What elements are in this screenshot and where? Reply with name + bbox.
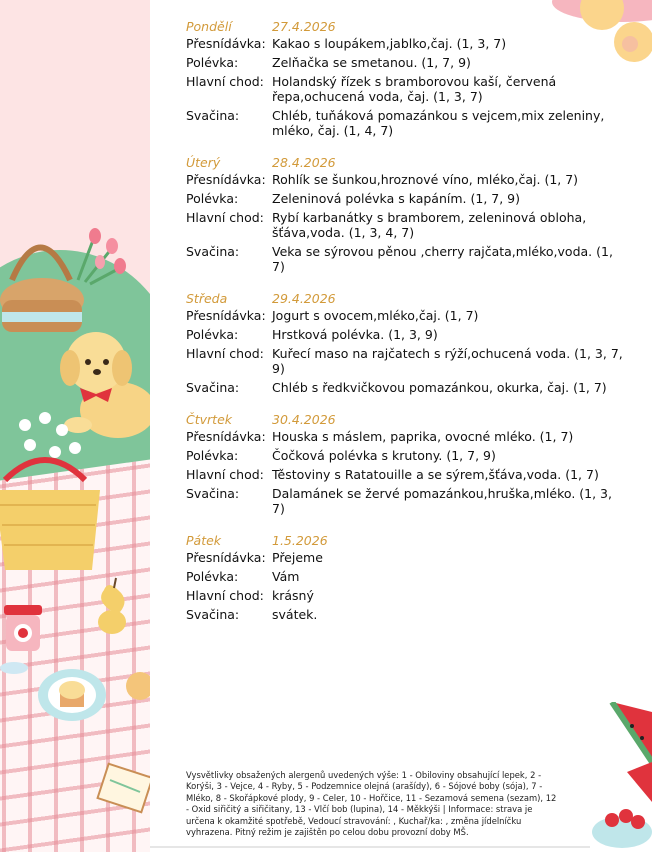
meal-row-breakfast xyxy=(186,308,626,323)
meal-label: Hlavní chod: xyxy=(186,346,264,361)
pear-icon xyxy=(98,578,126,634)
meal-row-main xyxy=(186,467,626,482)
meal-label: Svačina: xyxy=(186,108,240,123)
meal-value: Dalamánek se žervé pomazánkou,hruška,mléko. (1, 3, 7) xyxy=(272,486,612,516)
cup-icon xyxy=(0,662,28,674)
meal-row-main xyxy=(186,346,626,376)
meal-label: Hlavní chod: xyxy=(186,588,264,603)
tulips-icon xyxy=(78,228,126,284)
meal-row-breakfast xyxy=(186,429,626,444)
meal-row-snack xyxy=(186,486,626,516)
meal-value: Zeleninová polévka s kapáním. (1, 7, 9) xyxy=(272,191,520,206)
meal-row-breakfast xyxy=(186,36,626,51)
meal-value: Rohlík se šunkou,hroznové víno, mléko,čaj. (1, 7) xyxy=(272,172,579,187)
meal-row-snack xyxy=(186,607,626,622)
meal-value: Kakao s loupákem,jablko,čaj. (1, 3, 7) xyxy=(272,36,507,51)
meal-label: Svačina: xyxy=(186,486,240,501)
meal-value: Rybí karbanátky s bramborem, zeleninová obloha, šťáva,voda. (1, 3, 4, 7) xyxy=(272,210,587,240)
meal-label: Svačina: xyxy=(186,380,240,395)
meal-value: Čočková polévka s krutony. (1, 7, 9) xyxy=(272,448,496,463)
meal-value: Jogurt s ovocem,mléko,čaj. (1, 7) xyxy=(272,308,479,323)
weekly-menu xyxy=(186,16,626,636)
day-name: Čtvrtek xyxy=(186,411,232,427)
puppy-icon xyxy=(60,332,150,438)
day-block xyxy=(186,152,626,274)
day-header xyxy=(186,530,626,550)
peach-icon xyxy=(126,672,150,700)
watermelon-cherries-icon xyxy=(592,702,652,852)
meal-value: Chléb s ředkvičkovou pomazánkou, okurka, čaj. (1, 7) xyxy=(272,380,607,395)
day-block xyxy=(186,409,626,516)
meal-row-soup xyxy=(186,327,626,342)
meal-row-soup xyxy=(186,55,626,70)
meal-label: Přesnídávka: xyxy=(186,172,266,187)
meal-row-soup xyxy=(186,569,626,584)
meal-label: Svačina: xyxy=(186,607,240,622)
meal-value: Hrstková polévka. (1, 3, 9) xyxy=(272,327,438,342)
meal-value: Houska s máslem, paprika, ovocné mléko. (1, 7) xyxy=(272,429,574,444)
meal-label: Hlavní chod: xyxy=(186,210,264,225)
day-name: Úterý xyxy=(186,154,221,170)
meal-row-snack xyxy=(186,380,626,395)
meal-value: svátek. xyxy=(272,607,318,622)
meal-value: Chléb, tuňáková pomazánkou s vejcem,mix zeleniny, mléko, čaj. (1, 4, 7) xyxy=(272,108,605,138)
meal-label: Hlavní chod: xyxy=(186,467,264,482)
meal-row-breakfast xyxy=(186,172,626,187)
allergen-footnote: Vysvětlivky obsažených alergenů uvedených výše: 1 - Obiloviny obsahující lepek, 2 - Korýši, 3 - Vejce, 4 - Ryby, 5 - Podzemnice olejná (arašídy), 6 - Sójové boby (sója), 7 - Mléko, 8 - Skořápkové plody, 9 - Celer, 10 - Hořčice, 11 - Sezamová semena (sezam), 12 - Oxid siřičitý a siřičitany, 13 - Vlčí bob (lupina), 14 - Měkkýši | Informace: strava je určena k okamžité spotřebě, Vedoucí stravování: , Kuchař/ka: , změna jídelníčku vyhrazena. Pitný režim je zajištěn po celou dobu provozní doby MŠ. xyxy=(186,770,557,838)
day-block xyxy=(186,530,626,622)
meal-label: Polévka: xyxy=(186,327,239,342)
day-date: 30.4.2026 xyxy=(272,411,336,427)
meal-label: Přesnídávka: xyxy=(186,36,266,51)
page-divider xyxy=(150,846,590,848)
meal-row-soup xyxy=(186,191,626,206)
meal-row-soup xyxy=(186,448,626,463)
meal-value: Těstoviny s Ratatouille a se sýrem,šťáva,voda. (1, 7) xyxy=(272,467,599,482)
meal-value: Vám xyxy=(272,569,300,584)
day-header xyxy=(186,409,626,429)
meal-label: Polévka: xyxy=(186,191,239,206)
day-block xyxy=(186,16,626,138)
meal-label: Hlavní chod: xyxy=(186,74,264,89)
day-name: Pondělí xyxy=(186,18,232,34)
jam-jar-icon xyxy=(4,605,42,651)
meal-label: Přesnídávka: xyxy=(186,308,266,323)
cupcake-plate-icon xyxy=(38,669,106,721)
day-header xyxy=(186,288,626,308)
day-block xyxy=(186,288,626,395)
meal-label: Svačina: xyxy=(186,244,240,259)
meal-value: Kuřecí maso na rajčatech s rýží,ochucená voda. (1, 3, 7, 9) xyxy=(272,346,623,376)
meal-row-main xyxy=(186,74,626,104)
day-date: 1.5.2026 xyxy=(272,532,328,548)
meal-value: krásný xyxy=(272,588,314,603)
meal-row-breakfast xyxy=(186,550,626,565)
flower-basket-icon xyxy=(0,412,100,570)
meal-label: Přesnídávka: xyxy=(186,550,266,565)
meal-label: Polévka: xyxy=(186,55,239,70)
meal-label: Přesnídávka: xyxy=(186,429,266,444)
day-header xyxy=(186,16,626,36)
day-date: 27.4.2026 xyxy=(272,18,336,34)
meal-row-snack xyxy=(186,244,626,274)
meal-label: Polévka: xyxy=(186,569,239,584)
day-name: Pátek xyxy=(186,532,222,548)
meal-row-main xyxy=(186,588,626,603)
meal-value: Holandský řízek s bramborovou kaší, červená řepa,ochucená voda, čaj. (1, 3, 7) xyxy=(272,74,557,104)
picnic-basket-icon xyxy=(0,248,84,333)
day-date: 28.4.2026 xyxy=(272,154,336,170)
meal-value: Přejeme xyxy=(272,550,323,565)
meal-value: Zelňačka se smetanou. (1, 7, 9) xyxy=(272,55,471,70)
meal-value: Veka se sýrovou pěnou ,cherry rajčata,mléko,voda. (1, 7) xyxy=(272,244,613,274)
day-date: 29.4.2026 xyxy=(272,290,336,306)
meal-row-main xyxy=(186,210,626,240)
day-header xyxy=(186,152,626,172)
book-icon xyxy=(98,764,150,812)
meal-row-snack xyxy=(186,108,626,138)
decorative-picnic-illustration xyxy=(0,0,150,852)
day-name: Středa xyxy=(186,290,228,306)
meal-label: Polévka: xyxy=(186,448,239,463)
